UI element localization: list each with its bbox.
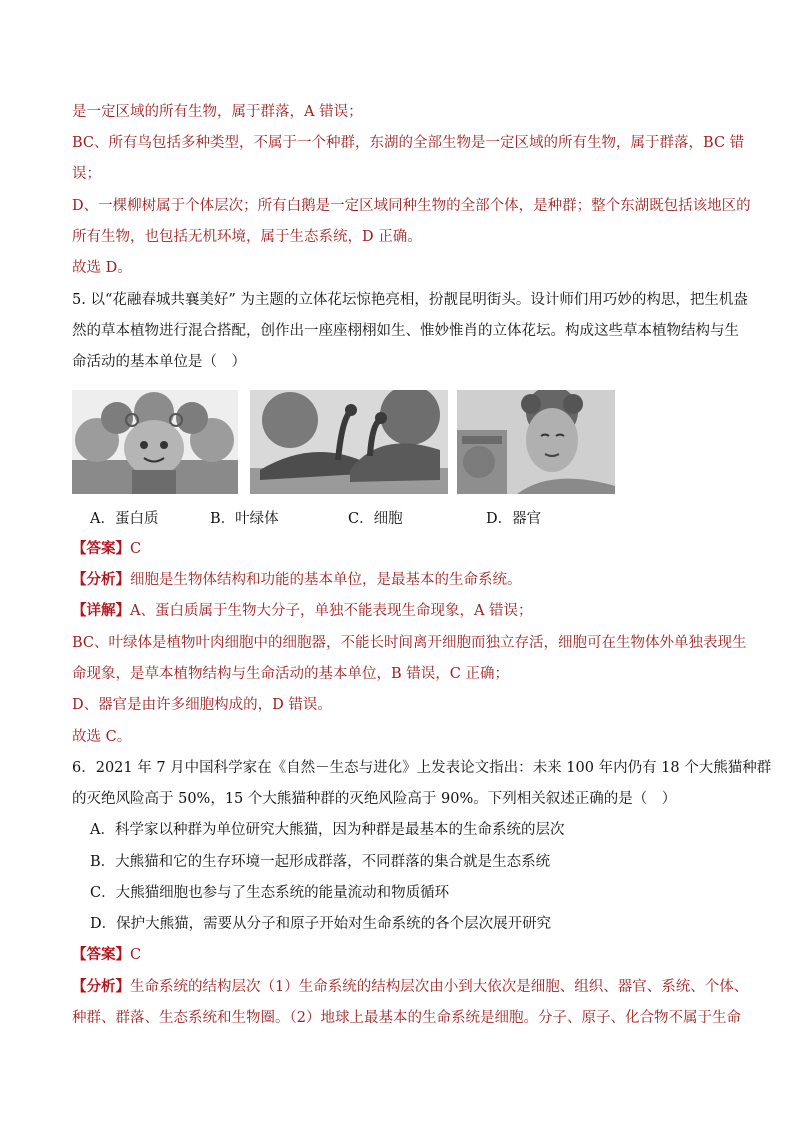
girl-sculpture-photo [457,390,615,494]
text-line: 种群、群落、生态系统和生物圈。（2）地球上最基本的生命系统是细胞。分子、原子、化合物不属于生命 [72,1010,741,1026]
option-b: B．叶绿体 [210,511,279,527]
question-stem: 命活动的基本单位是（ ） [72,354,246,370]
text-line: 是一定区域的所有生物，属于群落，A 错误； [72,104,363,120]
option-c: C．细胞 [348,511,403,527]
question-stem: 6．2021 年 7 月中国科学家在《自然－生态与进化》上发表论文指出：未来 100 年内仍有 18 个大熊猫种群 [72,760,772,776]
answer-tag: 【答案】 [72,540,130,557]
option-d: D．保护大熊猫，需要从分子和原子开始对生命系统的各个层次展开研究 [90,916,552,932]
analysis-tag: 【分析】 [72,571,130,588]
detail-line [72,600,533,622]
text-line: D、器官是由许多细胞构成的，D 错误。 [72,697,332,713]
text-line: 误； [72,166,101,182]
option-c: C．大熊猫细胞也参与了生态系统的能量流动和物质循环 [90,885,450,901]
question-stem: 5. 以“花融春城共襄美好” 为主题的立体花坛惊艳亮相，扮靓昆明街头。设计师们用巧妙的构思，把生机盎 [72,292,748,308]
detail-tag: 【详解】 [72,602,130,619]
option-a: A．科学家以种群为单位研究大熊猫，因为种群是最基本的生命系统的层次 [90,822,565,838]
answer-value: C [130,947,142,963]
text-line: 所有生物，也包括无机环境，属于生态系统，D 正确。 [72,229,422,245]
detail-text: A、蛋白质属于生物大分子，单独不能表现生命现象，A 错误； [130,603,533,619]
question-stem: 的灭绝风险高于 50%，15 个大熊猫种群的灭绝风险高于 90%。下列相关叙述正确的是（ ） [72,791,677,807]
peacock-sculpture-photo [250,390,448,494]
analysis-text: 细胞是生物体结构和功能的基本单位，是最基本的生命系统。 [130,572,522,588]
text-line: 命现象，是草本植物结构与生命活动的基本单位，B 错误，C 正确； [72,666,509,682]
analysis-tag: 【分析】 [72,978,130,995]
question-stem: 然的草本植物进行混合搭配，创作出一座座栩栩如生、惟妙惟肖的立体花坛。构成这些草本植物结构与生 [72,323,739,339]
conclusion-text: 故选 C。 [72,729,132,745]
option-d: D．器官 [486,511,542,527]
option-a: A．蛋白质 [90,511,159,527]
answer-line [72,944,141,966]
flower-sculpture-photo [72,390,238,494]
text-line: BC、叶绿体是植物叶肉细胞中的细胞器，不能长时间离开细胞而独立存活，细胞可在生物体外单独表现生 [72,635,747,651]
text-line: D、一棵柳树属于个体层次；所有白鹅是一定区域同种生物的全部个体，是种群；整个东湖既包括该地区的 [72,198,751,214]
analysis-line [72,569,522,591]
answer-tag: 【答案】 [72,946,130,963]
analysis-text: 生命系统的结构层次（1）生命系统的结构层次由小到大依次是细胞、组织、器官、系统、个体、 [130,979,749,995]
text-line: BC、所有鸟包括多种类型，不属于一个种群，东湖的全部生物是一定区域的所有生物，属于群落，BC 错 [72,135,745,151]
conclusion-text: 故选 D。 [72,260,132,276]
answer-value: C [130,541,142,557]
answer-line [72,538,141,560]
analysis-line [72,976,748,998]
question-images [72,390,632,494]
option-b: B．大熊猫和它的生存环境一起形成群落，不同群落的集合就是生态系统 [90,854,551,870]
